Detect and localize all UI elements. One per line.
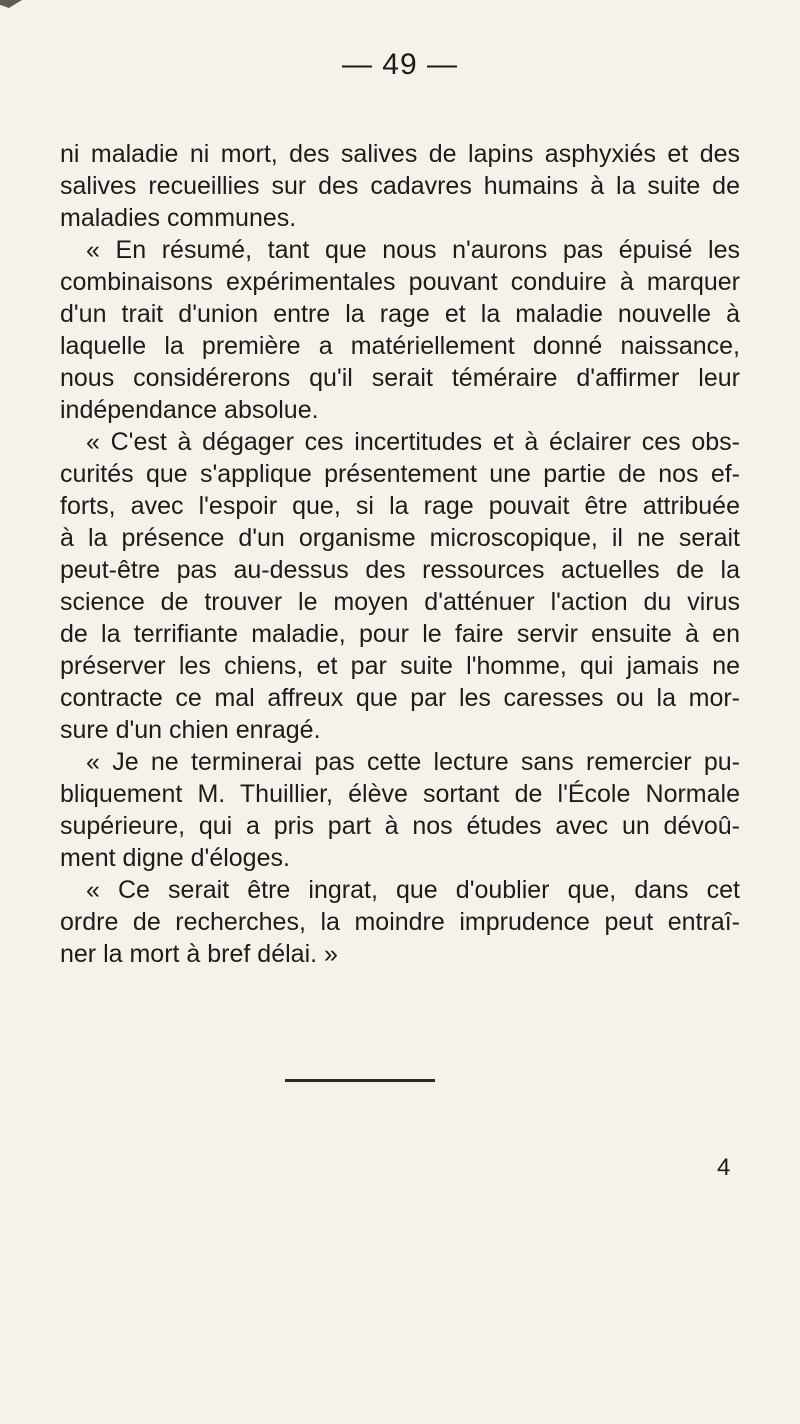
- text-line: ment digne d'éloges.: [60, 844, 290, 872]
- section-divider: [285, 1079, 435, 1082]
- corner-ink-mark: [0, 0, 22, 8]
- text-line: préserver les chiens, et par suite l'homme, qui jamais ne: [60, 652, 740, 680]
- text-line: science de trouver le moyen d'atténuer l'action du virus: [60, 588, 740, 616]
- signature-mark: 4: [717, 1154, 731, 1181]
- text-line: « Ce serait être ingrat, que d'oublier que, dans cet: [86, 876, 740, 904]
- text-line: forts, avec l'espoir que, si la rage pouvait être attribuée: [60, 492, 740, 520]
- text-line: salives recueillies sur des cadavres humains à la suite de: [60, 172, 740, 200]
- text-line: combinaisons expérimentales pouvant conduire à marquer: [60, 268, 740, 296]
- text-line: supérieure, qui a pris part à nos études avec un dévoû-: [60, 812, 740, 840]
- page-number: — 49 —: [341, 48, 459, 81]
- text-line: ordre de recherches, la moindre imprudence peut entraî-: [60, 908, 740, 936]
- text-line: peut-être pas au-dessus des ressources actuelles de la: [60, 556, 740, 584]
- text-line: à la présence d'un organisme microscopique, il ne serait: [60, 524, 740, 552]
- text-line: contracte ce mal affreux que par les caresses ou la mor-: [60, 684, 740, 712]
- text-line: laquelle la première a matériellement donné naissance,: [60, 332, 740, 360]
- text-line: ni maladie ni mort, des salives de lapins asphyxiés et des: [60, 140, 740, 168]
- text-line: « C'est à dégager ces incertitudes et à éclairer ces obs-: [86, 428, 740, 456]
- text-line: maladies communes.: [60, 204, 297, 232]
- text-line: curités que s'applique présentement une partie de nos ef-: [60, 460, 740, 488]
- text-line: « Je ne terminerai pas cette lecture sans remercier pu-: [86, 748, 740, 776]
- body-text: [60, 138, 740, 970]
- text-line: ner la mort à bref délai. »: [60, 940, 338, 968]
- text-line: de la terrifiante maladie, pour le faire servir ensuite à en: [60, 620, 740, 648]
- text-line: bliquement M. Thuillier, élève sortant de l'École Normale: [60, 780, 740, 808]
- text-line: indépendance absolue.: [60, 396, 319, 424]
- text-line: nous considérerons qu'il serait téméraire d'affirmer leur: [60, 364, 740, 392]
- text-line: « En résumé, tant que nous n'aurons pas épuisé les: [86, 236, 740, 264]
- text-line: sure d'un chien enragé.: [60, 716, 321, 744]
- text-line: d'un trait d'union entre la rage et la maladie nouvelle à: [60, 300, 740, 328]
